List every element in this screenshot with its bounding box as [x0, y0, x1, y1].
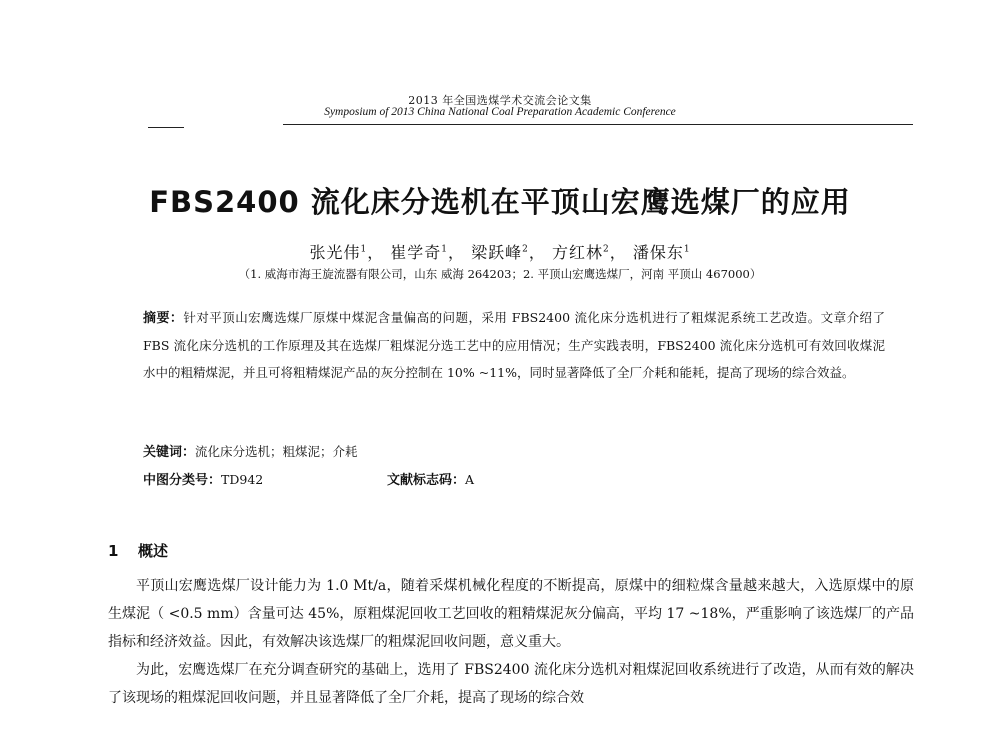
- author-affiliation-mark: 1: [360, 244, 368, 255]
- document-code-label: 文献标志码：: [386, 473, 465, 488]
- document-code-value: A: [465, 472, 475, 487]
- abstract: [143, 304, 885, 386]
- keywords: [143, 442, 885, 463]
- keywords-label: 关键词：: [143, 445, 196, 460]
- author-name: 方红林: [551, 243, 603, 262]
- author-affiliation-mark: 2: [602, 244, 610, 255]
- abstract-text: 针对平顶山宏鹰选煤厂原煤中煤泥含量偏高的问题，采用 FBS2400 流化床分选机进行了粗煤泥系统工艺改造。文章介绍了 FBS 流化床分选机的工作原理及其在选煤厂粗煤泥分选工艺中的应用情况；生产实践表明，FBS2400 流化床分选机可有效回收煤泥水中的粗精煤泥，并且可将粗精煤泥产品的灰分控制在 10% ~11%，同时显著降低了全厂介耗和能耗，提高了现场的综合效益。: [143, 310, 885, 380]
- classification-row: [143, 470, 885, 491]
- header-rule-right: [735, 124, 913, 125]
- affiliations: （1. 威海市海王旋流器有限公司，山东 威海 264203；2. 平顶山宏鹰选煤厂，河南 平顶山 467000）: [238, 267, 762, 281]
- header-rule-left: [148, 127, 184, 128]
- author-affiliation-mark: 1: [683, 244, 691, 255]
- clc-value: TD942: [221, 472, 264, 487]
- author-affiliation-mark: 1: [441, 244, 449, 255]
- paper-title: FBS2400 流化床分选机在平顶山宏鹰选煤厂的应用: [149, 185, 851, 219]
- running-header-chinese: 2013 年全国选煤学术交流会论文集: [408, 94, 592, 107]
- author-name: 崔学奇: [390, 243, 442, 262]
- running-header-english: Symposium of 2013 China National Coal Preparation Academic Conference: [324, 106, 676, 118]
- section-title: 概述: [138, 542, 169, 560]
- author-name: 张光伟: [309, 243, 361, 262]
- clc-label: 中图分类号：: [143, 473, 222, 488]
- keywords-text: 流化床分选机；粗煤泥；介耗: [195, 444, 358, 459]
- body-paragraph: 为此，宏鹰选煤厂在充分调查研究的基础上，选用了 FBS2400 流化床分选机对粗煤泥回收系统进行了改造，从而有效的解决了该现场的粗煤泥回收问题，并且显著降低了全厂介耗，提高了现场的综合效: [108, 662, 914, 706]
- section-number: 1: [108, 542, 119, 560]
- header-rule-middle: [283, 124, 735, 125]
- author-name: 潘保东: [632, 243, 684, 262]
- section-body: [108, 572, 914, 712]
- author-name: 梁跃峰: [471, 243, 523, 262]
- abstract-label: 摘要：: [143, 311, 184, 326]
- author-affiliation-mark: 2: [522, 244, 529, 255]
- body-paragraph: 平顶山宏鹰选煤厂设计能力为 1.0 Mt/a，随着采煤机械化程度的不断提高，原煤中的细粒煤含量越来越大，入选原煤中的原生煤泥（ <0.5 mm）含量可达 45%，原粗煤泥回收工艺回收的粗精煤泥灰分偏高，平均 17 ~18%，严重影响了该选煤厂的产品指标和经济效益。因此，有效解决该选煤厂的粗煤泥回收问题，意义重大。: [108, 578, 914, 650]
- section-heading: [108, 540, 168, 561]
- author-list: 张光伟$^1$， 崔学奇$^1$， 梁跃峰$^2$， 方红林$^2$， 潘保东$^1$: [309, 243, 691, 262]
